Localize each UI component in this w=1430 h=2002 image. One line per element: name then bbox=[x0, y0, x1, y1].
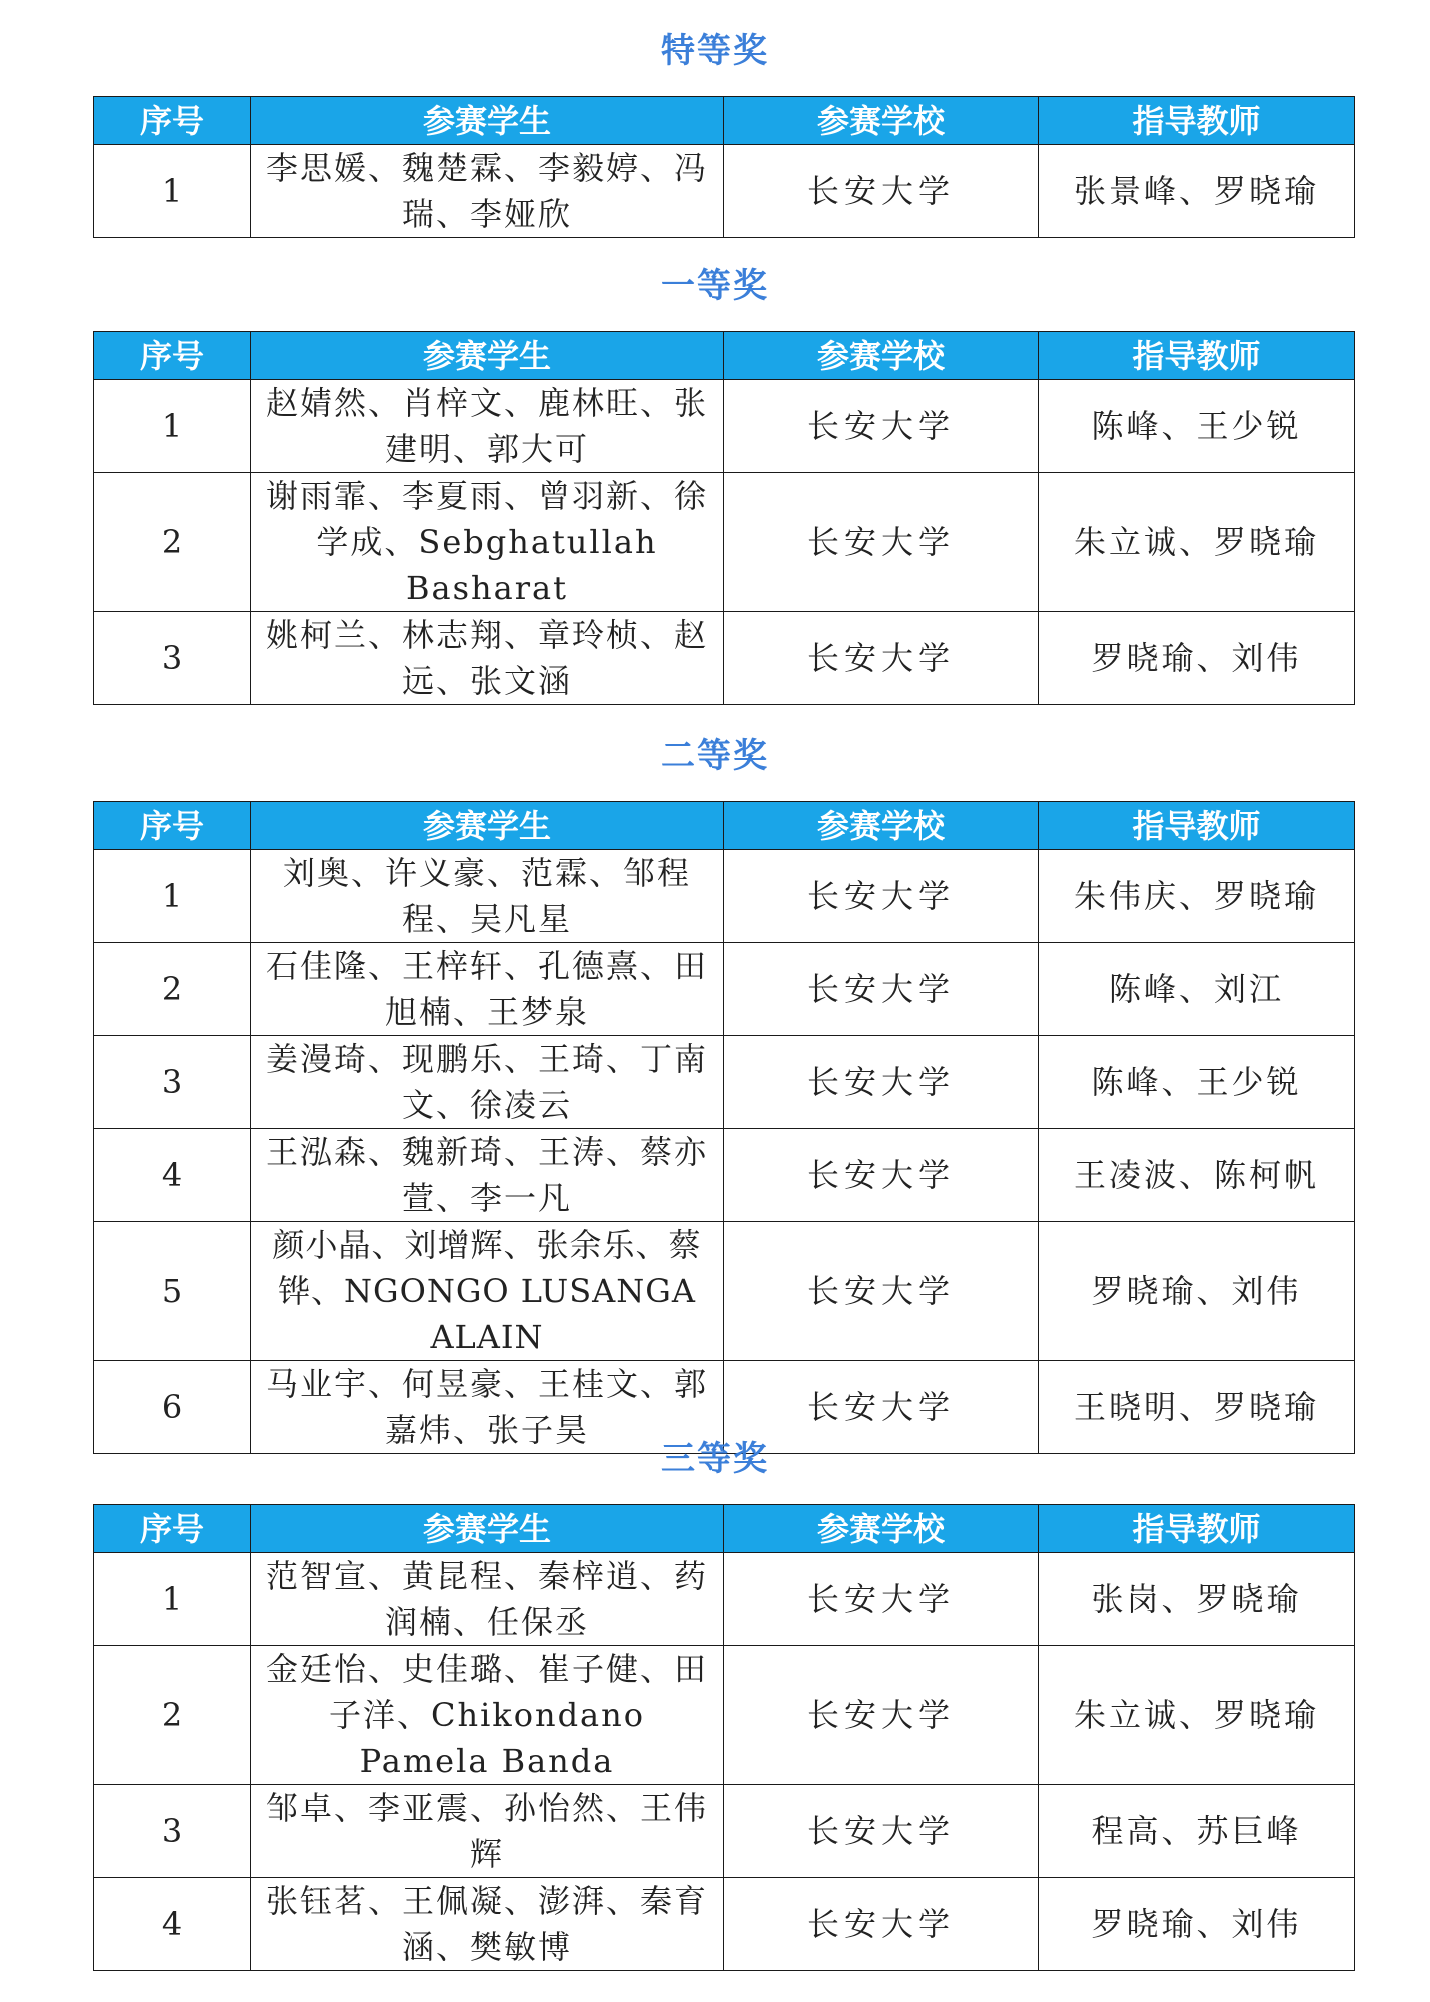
cell-students: 刘奥、许义豪、范霖、邹程程、吴凡星 bbox=[251, 850, 724, 943]
table-row bbox=[94, 380, 1355, 473]
header-num: 序号 bbox=[94, 802, 251, 850]
cell-teacher: 罗晓瑜、刘伟 bbox=[1039, 1222, 1355, 1361]
cell-students: 姚柯兰、林志翔、章玲桢、赵远、张文涵 bbox=[251, 612, 724, 705]
table-row bbox=[94, 1036, 1355, 1129]
cell-teacher: 罗晓瑜、刘伟 bbox=[1039, 612, 1355, 705]
cell-teacher: 朱伟庆、罗晓瑜 bbox=[1039, 850, 1355, 943]
table-row bbox=[94, 145, 1355, 238]
cell-school: 长安大学 bbox=[724, 943, 1039, 1036]
header-students: 参赛学生 bbox=[251, 802, 724, 850]
cell-students: 赵婧然、肖梓文、鹿林旺、张建明、郭大可 bbox=[251, 380, 724, 473]
table-row bbox=[94, 1553, 1355, 1646]
header-teacher: 指导教师 bbox=[1039, 802, 1355, 850]
cell-num: 1 bbox=[94, 850, 251, 943]
cell-teacher: 王晓明、罗晓瑜 bbox=[1039, 1361, 1355, 1454]
cell-school: 长安大学 bbox=[724, 380, 1039, 473]
cell-students: 王泓森、魏新琦、王涛、蔡亦萱、李一凡 bbox=[251, 1129, 724, 1222]
cell-school: 长安大学 bbox=[724, 1036, 1039, 1129]
second-award-table bbox=[93, 801, 1355, 1454]
header-students: 参赛学生 bbox=[251, 1505, 724, 1553]
cell-school: 长安大学 bbox=[724, 473, 1039, 612]
header-school: 参赛学校 bbox=[724, 332, 1039, 380]
cell-school: 长安大学 bbox=[724, 1878, 1039, 1971]
cell-num: 1 bbox=[94, 1553, 251, 1646]
cell-students: 范智宣、黄昆程、秦梓逍、药润楠、任保丞 bbox=[251, 1553, 724, 1646]
header-school: 参赛学校 bbox=[724, 802, 1039, 850]
cell-teacher: 陈峰、王少锐 bbox=[1039, 1036, 1355, 1129]
first-award-table bbox=[93, 331, 1355, 705]
table-row bbox=[94, 943, 1355, 1036]
table-row bbox=[94, 473, 1355, 612]
cell-num: 1 bbox=[94, 145, 251, 238]
cell-teacher: 罗晓瑜、刘伟 bbox=[1039, 1878, 1355, 1971]
cell-school: 长安大学 bbox=[724, 1553, 1039, 1646]
header-teacher: 指导教师 bbox=[1039, 97, 1355, 145]
cell-students: 颜小晶、刘增辉、张余乐、蔡铧、NGONGO LUSANGA ALAIN bbox=[251, 1222, 724, 1361]
cell-num: 3 bbox=[94, 612, 251, 705]
header-students: 参赛学生 bbox=[251, 332, 724, 380]
table-row bbox=[94, 1129, 1355, 1222]
cell-students: 张钰茗、王佩凝、澎湃、秦育涵、樊敏博 bbox=[251, 1878, 724, 1971]
table-row bbox=[94, 1785, 1355, 1878]
header-students: 参赛学生 bbox=[251, 97, 724, 145]
cell-school: 长安大学 bbox=[724, 145, 1039, 238]
table-row bbox=[94, 1222, 1355, 1361]
cell-num: 2 bbox=[94, 943, 251, 1036]
section-title-third: 三等奖 bbox=[661, 1439, 769, 1479]
cell-teacher: 王凌波、陈柯帆 bbox=[1039, 1129, 1355, 1222]
table-row bbox=[94, 1878, 1355, 1971]
section-title-special: 特等奖 bbox=[661, 31, 769, 71]
cell-school: 长安大学 bbox=[724, 1646, 1039, 1785]
cell-teacher: 张岗、罗晓瑜 bbox=[1039, 1553, 1355, 1646]
cell-school: 长安大学 bbox=[724, 850, 1039, 943]
table-header-row bbox=[94, 1505, 1355, 1553]
table-header-row bbox=[94, 97, 1355, 145]
cell-num: 1 bbox=[94, 380, 251, 473]
cell-students: 李思媛、魏楚霖、李毅婷、冯瑞、李娅欣 bbox=[251, 145, 724, 238]
table-row bbox=[94, 612, 1355, 705]
table-header-row bbox=[94, 802, 1355, 850]
header-teacher: 指导教师 bbox=[1039, 1505, 1355, 1553]
cell-num: 2 bbox=[94, 473, 251, 612]
cell-num: 4 bbox=[94, 1129, 251, 1222]
table-row bbox=[94, 850, 1355, 943]
table-row bbox=[94, 1646, 1355, 1785]
cell-teacher: 陈峰、刘江 bbox=[1039, 943, 1355, 1036]
header-num: 序号 bbox=[94, 1505, 251, 1553]
section-title-second: 二等奖 bbox=[661, 736, 769, 776]
header-num: 序号 bbox=[94, 97, 251, 145]
cell-students: 姜漫琦、现鹏乐、王琦、丁南文、徐凌云 bbox=[251, 1036, 724, 1129]
cell-students: 谢雨霏、李夏雨、曾羽新、徐学成、Sebghatullah Basharat bbox=[251, 473, 724, 612]
cell-teacher: 程高、苏巨峰 bbox=[1039, 1785, 1355, 1878]
cell-school: 长安大学 bbox=[724, 1785, 1039, 1878]
cell-num: 3 bbox=[94, 1785, 251, 1878]
cell-num: 3 bbox=[94, 1036, 251, 1129]
cell-num: 6 bbox=[94, 1361, 251, 1454]
cell-school: 长安大学 bbox=[724, 1129, 1039, 1222]
cell-num: 2 bbox=[94, 1646, 251, 1785]
cell-school: 长安大学 bbox=[724, 1361, 1039, 1454]
cell-num: 4 bbox=[94, 1878, 251, 1971]
cell-students: 金廷怡、史佳璐、崔子健、田子洋、Chikondano Pamela Banda bbox=[251, 1646, 724, 1785]
cell-students: 邹卓、李亚震、孙怡然、王伟辉 bbox=[251, 1785, 724, 1878]
table-header-row bbox=[94, 332, 1355, 380]
header-teacher: 指导教师 bbox=[1039, 332, 1355, 380]
cell-school: 长安大学 bbox=[724, 612, 1039, 705]
cell-students: 石佳隆、王梓轩、孔德熹、田旭楠、王梦泉 bbox=[251, 943, 724, 1036]
cell-teacher: 朱立诚、罗晓瑜 bbox=[1039, 473, 1355, 612]
cell-school: 长安大学 bbox=[724, 1222, 1039, 1361]
cell-teacher: 张景峰、罗晓瑜 bbox=[1039, 145, 1355, 238]
cell-students: 马业宇、何昱豪、王桂文、郭嘉炜、张子昊 bbox=[251, 1361, 724, 1454]
special-award-table bbox=[93, 96, 1355, 238]
cell-num: 5 bbox=[94, 1222, 251, 1361]
cell-teacher: 朱立诚、罗晓瑜 bbox=[1039, 1646, 1355, 1785]
cell-teacher: 陈峰、王少锐 bbox=[1039, 380, 1355, 473]
header-school: 参赛学校 bbox=[724, 1505, 1039, 1553]
third-award-table bbox=[93, 1504, 1355, 1971]
section-title-first: 一等奖 bbox=[661, 266, 769, 306]
header-school: 参赛学校 bbox=[724, 97, 1039, 145]
header-num: 序号 bbox=[94, 332, 251, 380]
